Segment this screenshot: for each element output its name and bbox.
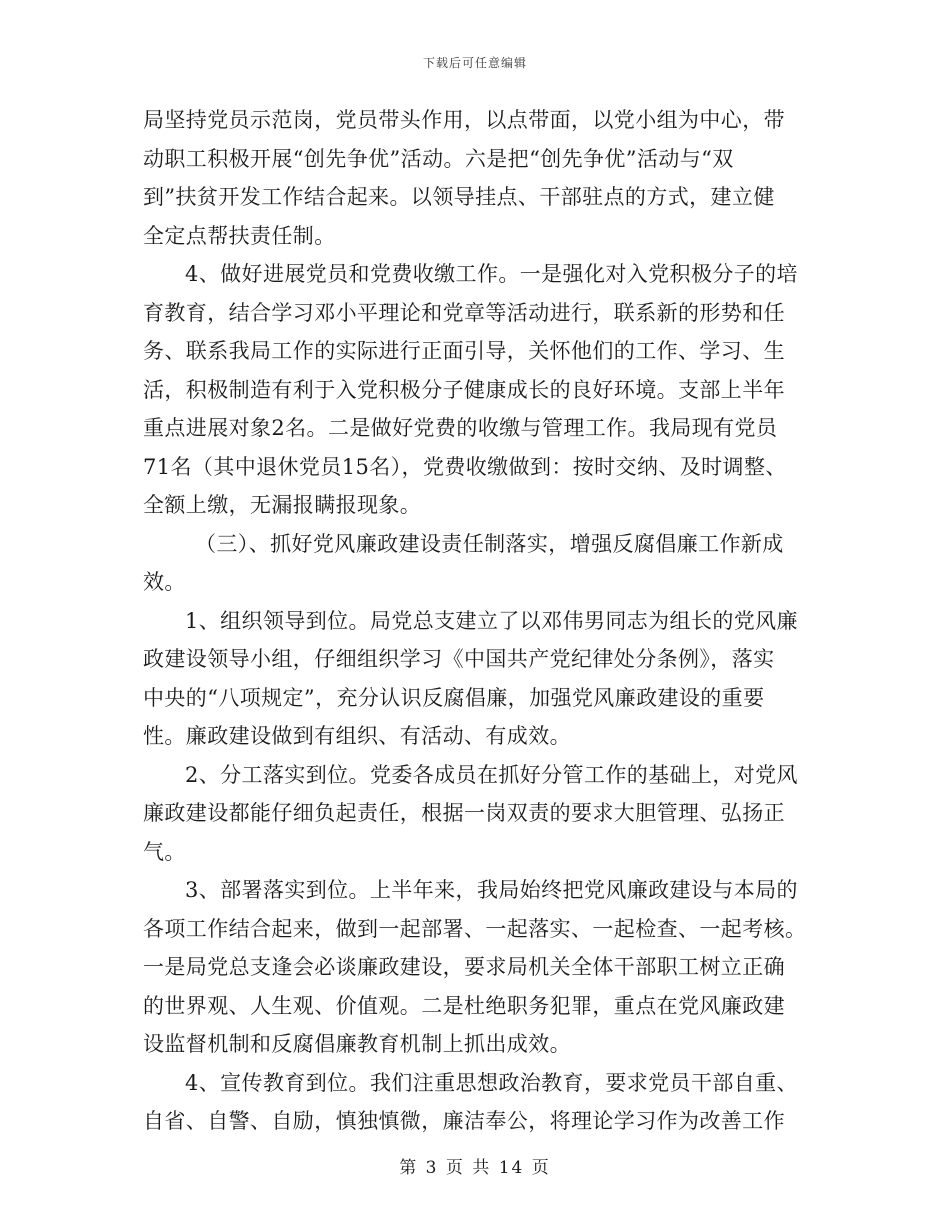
paragraph-start: 3、部署落实到位。上半年来，我局始终把党风廉政建设与本局的	[185, 878, 798, 902]
text-line: 性。廉政建设做到有组织、有活动、有成效。	[143, 724, 571, 748]
paragraph-start: 4、宣传教育到位。我们注重思想政治教育，要求党员干部自重、	[185, 1070, 798, 1095]
text-line: 设监督机制和反腐倡廉教育机制上抓出成效。	[143, 1032, 571, 1056]
text-line: 廉政建设都能仔细负起责任，根据一岗双责的要求大胆管理、弘扬正	[143, 801, 785, 825]
text-line: 局坚持党员示范岗，党员带头作用，以点带面，以党小组为中心，带	[143, 108, 785, 132]
text-line: 到”扶贫开发工作结合起来。以领导挂点、干部驻点的方式，建立健	[143, 185, 775, 209]
paragraph-start: 1、组织领导到位。局党总支建立了以邓伟男同志为组长的党风廉	[185, 608, 798, 633]
text-line: 活，积极制造有利于入党积极分子健康成长的良好环境。支部上半年	[143, 377, 785, 402]
text-line: 气。	[143, 839, 186, 864]
section-heading: （三）、抓好党风廉政建设责任制落实，增强反腐倡廉工作新成	[195, 531, 784, 556]
text-line: 务、联系我局工作的实际进行正面引导，关怀他们的工作、学习、生	[143, 339, 785, 363]
text-line: 各项工作结合起来，做到一起部署、一起落实、一起检查、一起考核。	[143, 916, 807, 941]
page-footer: 第 3 页 共 14 页	[399, 1158, 551, 1178]
text-line: 重点进展对象2名。二是做好党费的收缴与管理工作。我局现有党员	[143, 416, 778, 440]
text-line: 动职工积极开展“创先争优”活动。六是把“创先争优”活动与“双	[143, 146, 734, 171]
text-line: 全额上缴，无漏报瞒报现象。	[143, 493, 422, 517]
paragraph-start: 2、分工落实到位。党委各成员在抓好分管工作的基础上，对党风	[185, 762, 798, 787]
text-line: 效。	[143, 570, 186, 594]
text-line: 全定点帮扶责任制。	[143, 223, 336, 248]
text-line: 育教育，结合学习邓小平理论和党章等活动进行，联系新的形势和任	[143, 300, 785, 325]
text-line: 中央的“八项规定”，充分认识反腐倡廉，加强党风廉政建设的重要	[143, 685, 765, 710]
text-line: 71名（其中退休党员15名），党费收缴做到：按时交纳、及时调整、	[143, 454, 787, 479]
text-line: 的世界观、人生观、价值观。二是杜绝职务犯罪，重点在党风廉政建	[143, 993, 785, 1018]
paragraph-start: 4、做好进展党员和党费收缴工作。一是强化对入党积极分子的培	[185, 262, 798, 286]
text-line: 一是局党总支逢会必谈廉政建设，要求局机关全体干部职工树立正确	[143, 955, 785, 979]
page-header: 下载后可任意编辑	[422, 56, 527, 70]
document-body	[143, 101, 808, 1141]
text-line: 自省、自警、自励，慎独慎微，廉洁奉公，将理论学习作为改善工作	[143, 1109, 785, 1133]
text-line: 政建设领导小组，仔细组织学习《中国共产党纪律处分条例》，落实	[143, 647, 775, 671]
